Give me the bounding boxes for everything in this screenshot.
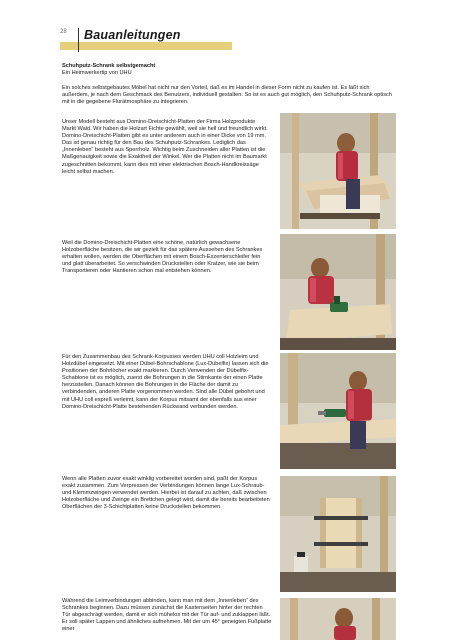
- article-subtitle: Ein Heimwerkertip von UHU: [62, 70, 132, 77]
- paragraph: Wenn alle Platten zuvor exakt winklig vorbereitet worden sind, paßt der Korpus exakt zusammen. Zum Verpressen der Verbindungen können lange Lux-Schraub- und Klemmzwingen verwendet werden. Hierbei ist darauf zu achten, daß zwischen Holzoberfläche und Zwinge ein Brettchen gelegt wird, damit die bereits bearbeiteten Oberflächen der 3-Schichtplatten keine Druckstellen bekommen.: [62, 476, 270, 511]
- paragraph: Während die Leimverbindungen abbinden, kann man mit dem „Innenleben“ des Schrankes beginnen. Dazu müssen zunächst die Kastenseiten hinter der rechten Tür abgeschrägt werden, damit er sich mühelos mit der Tür auf- und zuklappen läßt. Er soll später Lappen und ähnliches aufnehmen. Mit der um 45° geneigten Fußplatte einer: [62, 598, 272, 633]
- intro-block: [62, 63, 394, 113]
- paragraph: Unser Modell besteht aus Domino-Dreischicht-Platten der Firma Holzprodukte Markt Wald. Wir haben die Holzart Fichte gewählt, weil sie hell und freundlich wirkt. Domino-Dreischicht-Platten gibt es unter anderem auch in einer Dicke von 19 mm. Das ist genau richtig für den Bau des Schuhputz-Schrankes. Lediglich das „Innenleben“ besteht aus Sperrholz. Wichtig beim Zuschneiden aller Platten ist die Maßgenauigkeit sowie die Exaktheit der Winkel. Wer die Platten nicht im Baumarkt zugeschnitten bekommt, kann dies mit einer elektrischen Bosch-Handkreissäge leicht selbst machen.: [62, 119, 268, 175]
- page-title: Bauanleitungen: [84, 28, 181, 42]
- photo-woman-sawing-boards: [280, 113, 396, 229]
- article-title: Schuhputz-Schrank selbstgemacht: [62, 63, 156, 69]
- page-header: [60, 28, 232, 52]
- section-text-2: [62, 240, 268, 282]
- header-accent-bar: [60, 42, 232, 50]
- section-text-5: [62, 598, 272, 640]
- paragraph: Weil die Domino-Dreischicht-Platten eine schöne, natürlich gewachsene Holzoberfläche besitzen, die wir gezielt für das spätere Aussehen des Schrankes erhalten wollen, werden die Oberflächen mit einem Bosch-Exzenterschleifer fein und glatt überarbeitet. So verschwinden Druckstellen oder Kratzer, wie sie beim Transportieren oder Hantieren schon mal entstehen können.: [62, 240, 263, 275]
- page-number: 28: [60, 29, 67, 35]
- paragraph: Für den Zusammenbau des Schrank-Korpusses werden UHU coll Holzleim und Holzdübel eingesetzt. Mit einer Dübel-Bohrschablone (Lux-Dübelfix) lassen sich die Positionen der Bohrlöcher exakt markieren. Durch Verwenden der Dübelfix-Schablone ist es möglich, zuerst die Bohrungen in die Stirnkante der einen Platte herzustellen. Danach können die Bohrungen in die Fläche der damit zu verbindenden, anderen Platte vorgenommen werden. Sind alle Dübel gebohrt und mit UHU coll exprеß verleimt, kann der Korpus mitsamt der ebenfalls aus einer Domino-Dreischicht-Platte bestehenden Rückwand verbunden werden.: [62, 354, 269, 410]
- intro-paragraph: Ein solches selbstgebautes Möbel hat nicht nur den Vorteil, daß es im Handel in dieser Form nicht zu kaufen ist. Es läßt sich außerdem, je nach dem Geschmack des Benutzers, individuell gestalten. So ist es auch gut möglich, den Schuhputz-Schrank optisch mit in die gegebene Flurätmosphäre zu integrieren.: [62, 85, 392, 106]
- section-text-3: [62, 354, 270, 418]
- header-divider: [78, 28, 79, 52]
- photo-woman-sanding-board: [280, 234, 396, 350]
- photo-woman-working-interior: [280, 598, 396, 640]
- photo-cabinet-clamped: [280, 476, 396, 592]
- photo-woman-drilling-dowel-holes: [280, 353, 396, 469]
- section-text-1: [62, 119, 268, 183]
- section-text-4: [62, 476, 270, 518]
